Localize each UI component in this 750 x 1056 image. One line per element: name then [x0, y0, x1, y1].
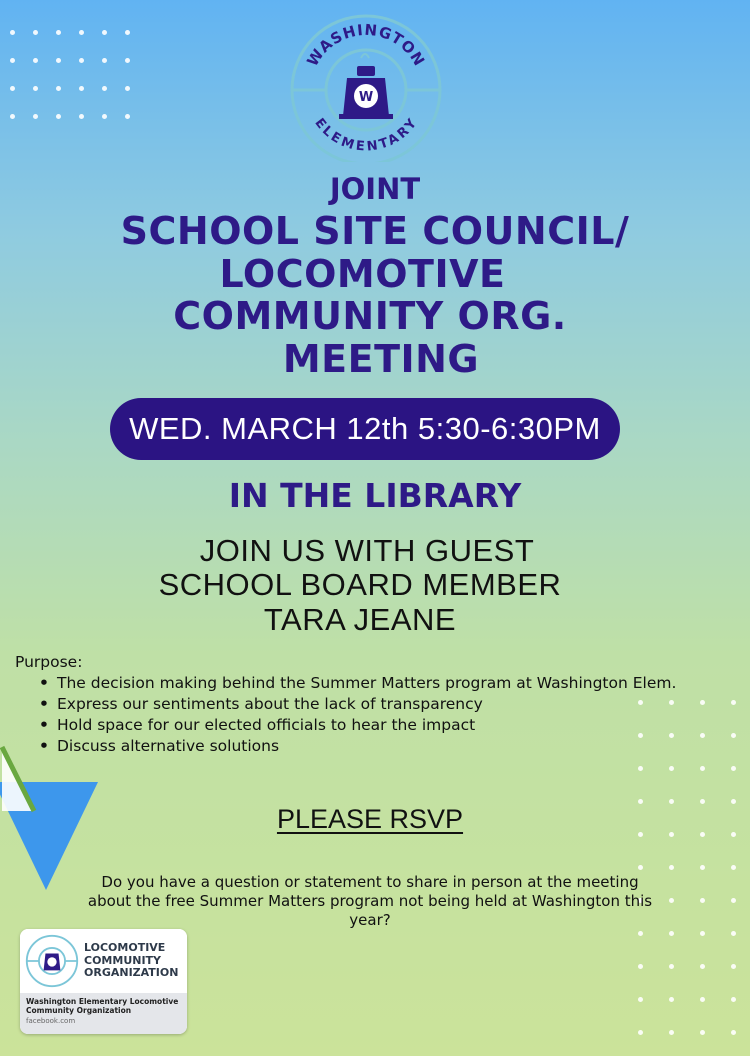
guest-line-3: TARA JEANE [263, 602, 457, 637]
meeting-title-line-2: LOCOMOTIVE [219, 252, 506, 296]
facebook-card-header [20, 929, 187, 993]
svg-text:ELEMENTARY: ELEMENTARY [311, 115, 421, 155]
meeting-title-line-1: SCHOOL SITE COUNCIL/ [120, 209, 630, 253]
purpose-label: Purpose: [15, 653, 83, 671]
school-logo [287, 12, 445, 162]
joint-label: JOINT [329, 172, 421, 206]
svg-text:W: W [358, 90, 374, 105]
facebook-link-card[interactable] [20, 929, 187, 1034]
svg-text:WASHINGTON: WASHINGTON [303, 20, 429, 70]
guest-line-1: JOIN US WITH GUEST [199, 533, 535, 568]
purpose-item: • Hold space for our elected officials to hear the impact [39, 715, 729, 736]
rsvp-heading: PLEASE RSVP [276, 804, 464, 834]
purpose-list [39, 673, 729, 757]
organization-name-line: ORGANIZATION [84, 966, 179, 980]
link-source: facebook.com [26, 1017, 76, 1025]
guest-line-2: SCHOOL BOARD MEMBER [158, 567, 562, 602]
meeting-title-line-4: MEETING [282, 337, 480, 381]
date-time-banner: WED. MARCH 12th 5:30-6:30PM [110, 398, 620, 460]
purpose-item: • The decision making behind the Summer Matters program at Washington Elem. [39, 673, 729, 694]
organization-name [84, 942, 178, 980]
purpose-section [15, 652, 729, 757]
organization-name-line: LOCOMOTIVE [84, 941, 166, 955]
decorative-dots-top-left [10, 30, 148, 119]
organization-name-line: COMMUNITY [84, 953, 162, 967]
purpose-item: • Discuss alternative solutions [39, 736, 729, 757]
location-label: IN THE LIBRARY [228, 476, 522, 515]
purpose-item: • Express our sentiments about the lack of transparency [39, 694, 729, 715]
facebook-card-footer [20, 993, 187, 1034]
question-prompt: Do you have a question or statement to share in person at the meeting about the free Summer Matters program not being held at Washington this year? [87, 873, 653, 929]
meeting-title-line-3: COMMUNITY ORG. [173, 294, 567, 338]
organization-description: Washington Elementary Locomotive Community Organization [26, 997, 179, 1015]
organization-logo-icon [24, 933, 80, 989]
